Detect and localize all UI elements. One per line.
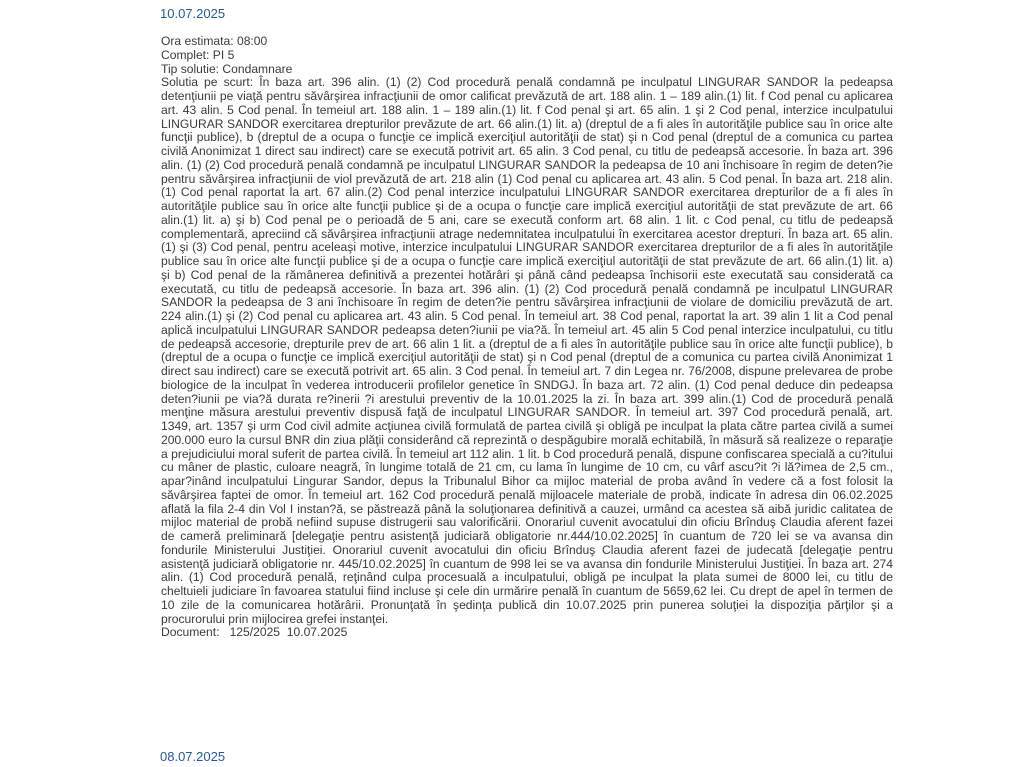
panel-value: PI 5 [212, 47, 235, 62]
solution-summary-text: În baza art. 396 alin. (1) (2) Cod procedură penală condamnă pe inculpatul LINGURAR SANDOR la pedeapsa detenţiunii pe viaţă pentru săvârşirea infracţiunii de omor calificat prevăzută de art. 188 alin. 1 – 189 alin.(1) lit. f Cod penal cu aplicarea art. 43 alin. 5 Cod penal. În temeiul art. 188 alin. 1 – 189 alin.(1) lit. f Cod penal şi art. 65 alin. 1 şi 2 Cod penal, interzice inculpatului LINGURAR SANDOR exercitarea drepturilor prevăzute de art. 66 alin.(1) lit. a) (dreptul de a fi ales în autorităţile publice sau în orice alte funcţii publice), b (dreptul de a ocupa o funcţie ce implică exerciţiul autorităţii de stat) şi n Cod penal (dreptul de a comunica cu partea civilă Anonimizat 1 direct sau indirect) care se execută potrivit art. 65 alin. 3 Cod penal, cu titlu de pedeapsă accesorie. În baza art. 396 alin. (1) (2) Cod procedură penală condamnă pe inculpatul LINGURAR SANDOR la pedeapsa de 10 ani închisoare în regim de deten?ie pentru săvârşirea infracţiunii de viol prevăzută de art. 218 alin (1) Cod penal cu aplicarea art. 43 alin. 5 Cod penal. În baza art. 218 alin.(1) Cod penal raportat la art. 67 alin.(2) Cod penal interzice inculpatului LINGURAR SANDOR exercitarea drepturilor de a fi ales în autorităţile publice sau în orice alte funcţii publice şi de a ocupa o funcţie care implică exerciţiul autorităţii de stat prevăzute de art. 66 alin.(1) lit. a) şi b) Cod penal pe o perioadă de 5 ani, care se execută conform art. 68 alin. 1 lit. c Cod penal, cu titlu de pedeapsă complementară, apreciind că săvârşirea infracţiunii atrage nedemnitatea inculpatului în exercitarea acestor drepturi. În baza art. 65 alin.(1) şi (3) Cod penal, pentru aceleaşi motive, interzice inculpatului LINGURAR SANDOR exercitarea drepturilor de a fi ales în autorităţile publice sau în orice alte funcţii publice şi de a ocupa o funcţie care implică exerciţiul autorităţii de stat prevăzute de art. 66 alin.(1) lit. a) şi b) Cod penal de la rămânerea definitivă a prezentei hotărâri şi până când pedeapsa închisorii este executată sau considerată ca executată, cu titlu de pedeapsă accesorie. În baza art. 396 alin. (1) (2) Cod procedură penală condamnă pe inculpatul LINGURAR SANDOR la pedeapsa de 3 ani închisoare în regim de deten?ie pentru săvârşirea infracţiunii de violare de domiciliu prevăzută de art. 224 alin.(1) şi (2) Cod penal cu aplicarea art. 43 alin. 5 Cod penal. În temeiul art. 38 Cod penal, raportat la art. 39 alin 1 lit a Cod penal aplică inculpatului LINGURAR SANDOR pedeapsa deten?iunii pe via?ă. În temeiul art. 45 alin 5 Cod penal interzice inculpatului, cu titlu de pedeapsă accesorie, drepturile prev de art. 66 alin 1 lit. a (dreptul de a fi ales în autorităţile publice sau în orice alte funcţii publice), b (dreptul de a ocupa o funcţie ce implică exerciţiul autorităţii de stat) şi n Cod penal (dreptul de a comunica cu partea civilă Anonimizat 1 direct sau indirect) care se execută potrivit art. 65 alin. 3 Cod penal. În temeiul art. 7 din Legea nr. 76/2008, dispune prelevarea de probe biologice de la inculpat în vederea introducerii profilelor genetice în SNDGJ. În baza art. 72 alin. (1) Cod penal deduce din pedeapsa deten?iunii pe via?ă durata re?inerii ?i arestului preventiv de la 10.01.2025 la zi. În baza art. 399 alin.(1) Cod de procedură penală menţine măsura arestului preventiv dispusă faţă de inculpatul LINGURAR SANDOR. În temeiul art. 397 Cod procedură penală, art. 1349, art. 1357 şi urm Cod civil admite acţiunea civilă formulată de partea civilă şi obligă pe inculpat la plata către partea civilă a sumei 200.000 euro la cursul BNR din ziua plăţii considerând că reprezintă o despăgubire morală echitabilă, în măsură să realizeze o reparaţie a prejudiciului moral suferit de partea civilă. În temeiul art 112 alin. 1 lit. b Cod procedură penală, dispune confiscarea specială a cu?itului cu mâner de plastic, culoare neagră, în lungime totală de 21 cm, cu lama în lungime de 10 cm, cu vârf ascu?it ?i lă?imea de 2,5 cm., apar?inând inculpatului Lingurar Sandor, depus la Tribunalul Bihor ca mijloc material de proba având în vedere că a fost folosit la săvârşirea faptei de omor. În temeiul art. 162 Cod procedură penală mijloacele materiale de probă, indicate în adresa din 06.02.2025 aflată la fila 2-4 din Vol I instan?ă, se păstrează până la soluţionarea definitivă a cauzei, urmând ca acestea să aibă juridic calitatea de mijloc material de probă nefiind supuse distrugerii sau valorificării. Onorariul cuvenit avocatului din oficiu Brînduş Claudia aferent fazei de cameră preliminară [delegaţie pentru asistenţă judiciară obligatorie nr.444/10.02.2025] în cuantum de 720 lei se va avansa din fondurile Ministerului Justiţiei. Onorariul cuvenit avocatului din oficiu Brînduş Claudia aferent fazei de judecată [delegaţie pentru asistenţă judiciară obligatorie nr. 445/10.02.2025] în cuantum de 998 lei se va avansa din fondurile Ministerului Justiţiei. În baza art. 274 alin. (1) Cod procedură penală, reţinând culpa procesuală a inculpatului, obligă pe inculpat la plata sumei de 8000 lei, cu titlu de cheltuieli judiciare în favoarea statului fiind incluse şi cele din urmărire penală în cuantum de 5659,62 lei. Cu drept de apel în termen de 10 zile de la comunicarea hotărârii. Pronunţată în şedinţa publică din 10.07.2025 prin punerea soluţiei la dispoziţia părţilor şi a procurorului prin mijlocirea grefei instanţei. [161, 75, 894, 626]
hearing-entry [161, 35, 893, 640]
document-date: 10.07.2025 [286, 625, 348, 640]
document-label: Document: [161, 625, 220, 640]
hearing-date-link[interactable]: 10.07.2025 [160, 6, 226, 21]
panel-row [161, 49, 893, 63]
solution-type-label: Tip solutie: [161, 61, 220, 76]
solution-summary [161, 76, 893, 626]
document-number: 125/2025 [229, 625, 281, 640]
document-row [161, 626, 893, 640]
estimated-time-value: 08:00 [236, 34, 268, 48]
solution-summary-label: Solutia pe scurt: [161, 75, 254, 90]
solution-type-value: Condamnare [222, 61, 293, 76]
estimated-time-label: Ora estimata: [161, 34, 234, 48]
next-hearing-date-link[interactable]: 08.07.2025 [160, 749, 226, 764]
estimated-time-row [161, 35, 893, 49]
panel-label: Complet: [161, 47, 210, 62]
